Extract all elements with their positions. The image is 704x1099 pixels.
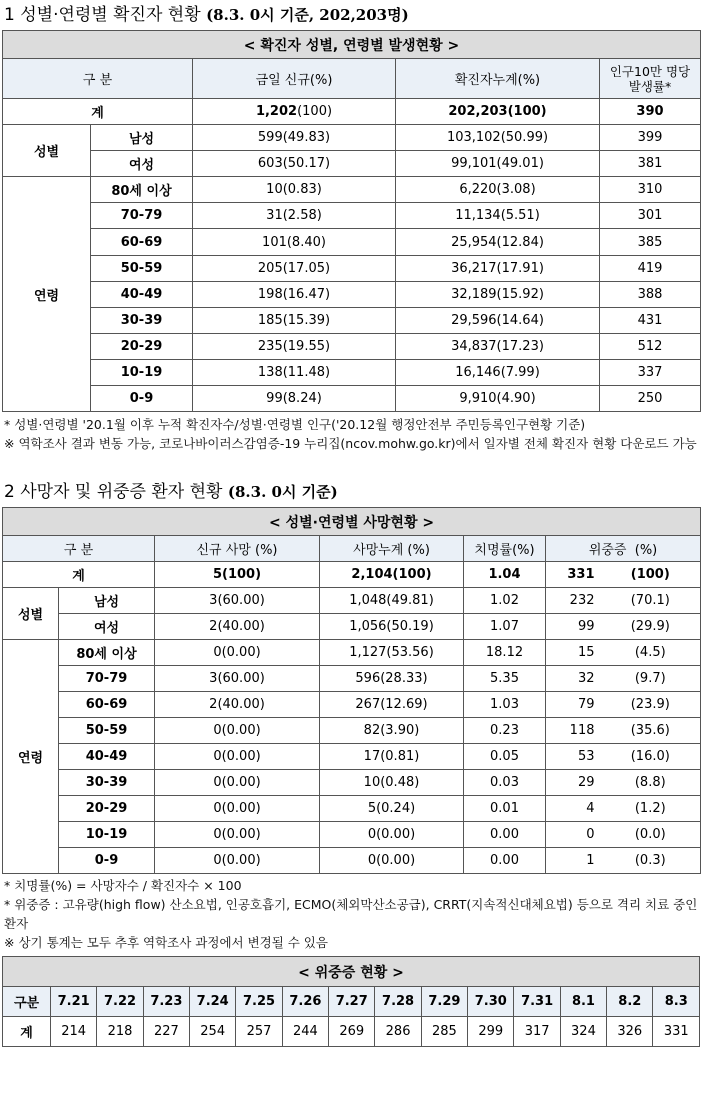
cell-severe-pct: (16.0) [601,744,701,770]
date-cell: 7.26 [282,987,328,1017]
table-row [3,229,701,255]
value-cell: 331 [653,1017,700,1047]
value-cell: 299 [468,1017,514,1047]
cell-cfr: 0.05 [464,744,546,770]
header-gubun: 구 분 [3,59,193,99]
cell-cum-death: 1,056(50.19) [320,614,464,640]
cell-cum: 29,596(14.64) [396,307,600,333]
table-row [3,614,701,640]
note-line: * 치명률(%) = 사망자수 / 확진자수 × 100 [4,878,242,893]
table-row [3,666,701,692]
header-new-death: 신규 사망 (%) [155,536,320,562]
cell-cum: 32,189(15.92) [396,281,600,307]
cell-cfr: 1.03 [464,692,546,718]
age-group-label: 연령 [3,177,91,412]
cell-cfr: 1.02 [464,588,546,614]
cell-cfr: 18.12 [464,640,546,666]
cell-severe-pct: (0.3) [601,848,701,874]
section2-notes [0,876,704,952]
row-label: 남성 [91,125,193,151]
table-row [3,359,701,385]
cell-cum-death: 0(0.00) [320,822,464,848]
section1-title-text: 1 성별·연령별 확진자 현황 [4,5,201,25]
value-row [3,1017,700,1047]
row-label: 여성 [59,614,155,640]
cell-new-death: 0(0.00) [155,744,320,770]
cell-severe: 1 [546,848,601,874]
cell-cum: 34,837(17.23) [396,333,600,359]
cell-new-death: 2(40.00) [155,692,320,718]
row-label: 60-69 [91,229,193,255]
cell-cum-death: 10(0.48) [320,770,464,796]
cell-new-death: 0(0.00) [155,718,320,744]
table-row [3,770,701,796]
cell-cum: 36,217(17.91) [396,255,600,281]
cell-cfr: 1.07 [464,614,546,640]
table-row [3,744,701,770]
cell-cum-death: 267(12.69) [320,692,464,718]
confirmed-table-caption: < 확진자 성별, 연령별 발생현황 > [3,31,701,59]
cell-cfr: 0.00 [464,822,546,848]
cell-severe: 118 [546,718,601,744]
header-gubun: 구 분 [3,536,155,562]
header-rate: 인구10만 명당 발생률* [600,59,701,99]
value-cell: 285 [421,1017,467,1047]
table-row [3,203,701,229]
cell-severe: 32 [546,666,601,692]
cell-new: 235(19.55) [193,333,396,359]
total-label: 계 [3,562,155,588]
cell-new: 99(8.24) [193,385,396,411]
row-label: 40-49 [91,281,193,307]
table-row [3,692,701,718]
cell-rate: 431 [600,307,701,333]
table-row [3,385,701,411]
table-row [3,255,701,281]
table-row [3,333,701,359]
cell-severe-pct: (4.5) [601,640,701,666]
cell-cum: 9,910(4.90) [396,385,600,411]
cell-cum: 103,102(50.99) [396,125,600,151]
cell-cum: 11,134(5.51) [396,203,600,229]
cell-rate: 399 [600,125,701,151]
date-cell: 7.27 [329,987,375,1017]
cell-cum-death: 0(0.00) [320,848,464,874]
row-label: 80세 이상 [91,177,193,203]
cell-cfr: 0.23 [464,718,546,744]
table-row [3,718,701,744]
table-row [3,125,701,151]
table-row [3,151,701,177]
cell-new: 101(8.40) [193,229,396,255]
cell-new: 603(50.17) [193,151,396,177]
total-new [193,99,396,125]
value-cell: 324 [560,1017,606,1047]
cell-new-death: 0(0.00) [155,822,320,848]
header-cum: 확진자누계(%) [396,59,600,99]
cell-new: 198(16.47) [193,281,396,307]
row-label: 40-49 [59,744,155,770]
row-header: 구분 [3,987,51,1017]
cell-severe-pct: (35.6) [601,718,701,744]
date-cell: 7.23 [143,987,189,1017]
header-cfr: 치명률(%) [464,536,546,562]
cell-severe-pct: (0.0) [601,822,701,848]
row-label: 남성 [59,588,155,614]
cell-rate: 250 [600,385,701,411]
table-row [3,640,701,666]
table-row [3,281,701,307]
cell-new-death: 0(0.00) [155,770,320,796]
confirmed-table [2,30,701,412]
cell-new: 31(2.58) [193,203,396,229]
cell-new-death: 3(60.00) [155,588,320,614]
date-cell: 7.31 [514,987,560,1017]
value-cell: 218 [97,1017,143,1047]
cell-rate: 388 [600,281,701,307]
value-cell: 244 [282,1017,328,1047]
table-row [3,307,701,333]
cell-severe: 29 [546,770,601,796]
header-severe: 위중증 (%) [546,536,701,562]
section1-notes [0,415,704,473]
row-label: 10-19 [59,822,155,848]
section2-title [0,477,704,507]
row-label: 30-39 [91,307,193,333]
cell-cfr: 5.35 [464,666,546,692]
row-label: 60-69 [59,692,155,718]
death-table-caption: < 성별·연령별 사망현황 > [3,508,701,536]
row-label: 10-19 [91,359,193,385]
section1-title [0,0,704,30]
date-cell: 7.29 [421,987,467,1017]
death-table [2,507,701,874]
cell-severe-pct: (29.9) [601,614,701,640]
row-label: 80세 이상 [59,640,155,666]
date-cell: 7.22 [97,987,143,1017]
section1-title-date: (8.3. 0시 기준, 202,203명) [206,6,409,24]
cell-cum: 25,954(12.84) [396,229,600,255]
table-row [3,822,701,848]
cell-cum: 99,101(49.01) [396,151,600,177]
note-line: * 성별·연령별 '20.1월 이후 누적 확진자수/성별·연령별 인구('20.12월 행정안전부 주민등록인구현황 기준) [4,417,586,432]
section2-title-text: 2 사망자 및 위중증 환자 현황 [4,482,223,502]
header-new: 금일 신규(%) [193,59,396,99]
table-row [3,177,701,203]
row-label: 0-9 [59,848,155,874]
value-cell: 257 [236,1017,282,1047]
cell-cum-death: 1,127(53.56) [320,640,464,666]
row-label: 20-29 [91,333,193,359]
cell-cum-death: 17(0.81) [320,744,464,770]
cell-rate: 385 [600,229,701,255]
date-cell: 8.3 [653,987,700,1017]
cell-severe: 232 [546,588,601,614]
value-cell: 269 [329,1017,375,1047]
total-label: 계 [3,99,193,125]
cell-rate: 512 [600,333,701,359]
row-label: 70-79 [91,203,193,229]
severe-trend-caption: < 위중증 현황 > [3,957,700,987]
total-new-value: 1,202 [255,104,298,120]
total-cum-death: 2,104(100) [320,562,464,588]
cell-rate: 381 [600,151,701,177]
cell-cum: 16,146(7.99) [396,359,600,385]
date-cell: 7.28 [375,987,421,1017]
value-cell: 286 [375,1017,421,1047]
date-cell: 7.30 [468,987,514,1017]
cell-cum-death: 5(0.24) [320,796,464,822]
cell-new: 10(0.83) [193,177,396,203]
total-severe: 331 [546,562,601,588]
cell-severe-pct: (9.7) [601,666,701,692]
value-cell: 214 [51,1017,97,1047]
note-line: ※ 역학조사 결과 변동 가능, 코로나바이러스감염증-19 누리집(ncov.mohw.go.kr)에서 일자별 전체 확진자 현황 다운로드 가능 [4,436,697,451]
sex-group-label: 성별 [3,588,59,640]
total-rate: 390 [600,99,701,125]
value-cell: 254 [190,1017,236,1047]
cell-rate: 419 [600,255,701,281]
age-group-label: 연령 [3,640,59,874]
total-severe-pct: (100) [601,562,701,588]
cell-rate: 301 [600,203,701,229]
cell-severe-pct: (1.2) [601,796,701,822]
cell-severe: 15 [546,640,601,666]
table-row [3,848,701,874]
row-label: 여성 [91,151,193,177]
cell-new-death: 0(0.00) [155,796,320,822]
row-label: 계 [3,1017,51,1047]
cell-new: 138(11.48) [193,359,396,385]
cell-cum-death: 596(28.33) [320,666,464,692]
total-new-death: 5(100) [155,562,320,588]
note-line: ※ 상기 통계는 모두 추후 역학조사 과정에서 변경될 수 있음 [4,935,328,950]
cell-cfr: 0.00 [464,848,546,874]
row-label: 70-79 [59,666,155,692]
row-label: 0-9 [91,385,193,411]
cell-new-death: 2(40.00) [155,614,320,640]
section2-title-date: (8.3. 0시 기준) [227,483,338,501]
date-cell: 8.2 [607,987,653,1017]
row-label: 30-39 [59,770,155,796]
total-cfr: 1.04 [464,562,546,588]
cell-severe: 0 [546,822,601,848]
table-row [3,588,701,614]
cell-new: 205(17.05) [193,255,396,281]
row-label: 50-59 [91,255,193,281]
table-row [3,796,701,822]
cell-severe: 53 [546,744,601,770]
cell-cum-death: 1,048(49.81) [320,588,464,614]
cell-new-death: 0(0.00) [155,640,320,666]
severe-trend-table [2,956,700,1047]
cell-rate: 337 [600,359,701,385]
date-cell: 7.25 [236,987,282,1017]
cell-severe: 4 [546,796,601,822]
cell-severe: 79 [546,692,601,718]
cell-severe-pct: (8.8) [601,770,701,796]
cell-cfr: 0.03 [464,770,546,796]
total-cum: 202,203(100) [396,99,600,125]
total-new-pct: (100) [297,104,333,120]
cell-new: 599(49.83) [193,125,396,151]
date-cell: 7.21 [51,987,97,1017]
cell-cum-death: 82(3.90) [320,718,464,744]
row-label: 20-29 [59,796,155,822]
cell-new-death: 0(0.00) [155,848,320,874]
cell-new: 185(15.39) [193,307,396,333]
date-row [3,987,700,1017]
cell-severe-pct: (23.9) [601,692,701,718]
cell-cum: 6,220(3.08) [396,177,600,203]
value-cell: 227 [143,1017,189,1047]
cell-severe: 99 [546,614,601,640]
cell-cfr: 0.01 [464,796,546,822]
header-cum-death: 사망누계 (%) [320,536,464,562]
cell-severe-pct: (70.1) [601,588,701,614]
value-cell: 317 [514,1017,560,1047]
sex-group-label: 성별 [3,125,91,177]
value-cell: 326 [607,1017,653,1047]
cell-rate: 310 [600,177,701,203]
note-line: * 위중증 : 고유량(high flow) 산소요법, 인공호흡기, ECMO(체외막산소공급), CRRT(지속적신대체요법) 등으로 격리 치료 중인 환자 [4,897,698,931]
row-label: 50-59 [59,718,155,744]
date-cell: 8.1 [560,987,606,1017]
date-cell: 7.24 [190,987,236,1017]
cell-new-death: 3(60.00) [155,666,320,692]
